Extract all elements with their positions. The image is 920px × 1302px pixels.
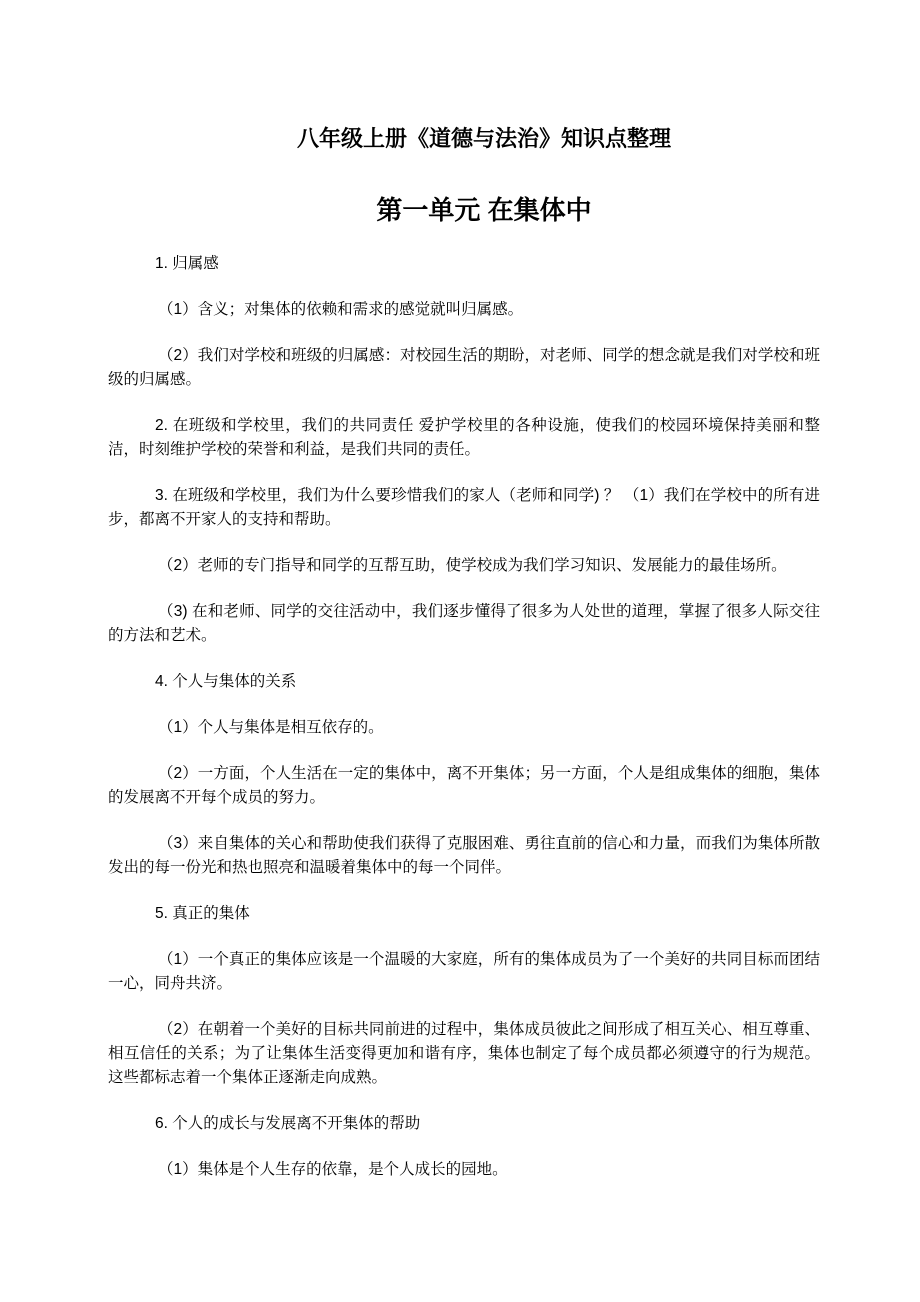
paragraph: （1）个人与集体是相互依存的。 [158, 719, 384, 736]
paragraph: （2）老师的专门指导和同学的互帮互助，使学校成为我们学习知识、发展能力的最佳场所。 [158, 557, 787, 574]
paragraph: （1）集体是个人生存的依靠，是个人成长的园地。 [158, 1161, 508, 1178]
document-body [108, 252, 820, 1204]
paragraph: （3) 在和老师、同学的交往活动中，我们逐步懂得了很多为人处世的道理，掌握了很多人际交往的方法和艺术。 [108, 603, 820, 644]
section-heading: 5. 真正的集体 [155, 905, 250, 922]
section-heading: 4. 个人与集体的关系 [155, 673, 297, 690]
paragraph: （3）来自集体的关心和帮助使我们获得了克服困难、勇往直前的信心和力量，而我们为集体所散发出的每一份光和热也照亮和温暖着集体中的每一个同伴。 [108, 835, 820, 876]
section-heading: 1. 归属感 [155, 255, 219, 272]
paragraph: （1）一个真正的集体应该是一个温暖的大家庭，所有的集体成员为了一个美好的共同目标而团结一心，同舟共济。 [108, 951, 820, 992]
paragraph: （2）一方面，个人生活在一定的集体中，离不开集体；另一方面，个人是组成集体的细胞，集体的发展离不开每个成员的努力。 [108, 765, 820, 806]
paragraph: （2）我们对学校和班级的归属感：对校园生活的期盼，对老师、同学的想念就是我们对学校和班级的归属感。 [108, 347, 820, 388]
document-title: 八年级上册《道德与法治》知识点整理 [296, 126, 671, 151]
section-heading: 2. 在班级和学校里，我们的共同责任 爱护学校里的各种设施，使我们的校园环境保持美丽和整洁，时刻维护学校的荣誉和利益，是我们共同的责任。 [108, 417, 820, 458]
unit-title: 第一单元 在集体中 [376, 195, 592, 225]
paragraph: （1）含义；对集体的依赖和需求的感觉就叫归属感。 [158, 301, 524, 318]
paragraph: （2）在朝着一个美好的目标共同前进的过程中，集体成员彼此之间形成了相互关心、相互尊重、相互信任的关系；为了让集体生活变得更加和谐有序，集体也制定了每个成员都必须遵守的行为规范。这些都标志着一个集体正逐渐走向成熟。 [108, 1021, 820, 1086]
section-heading: 3. 在班级和学校里，我们为什么要珍惜我们的家人（老师和同学) ？ （1）我们在学校中的所有进步，都离不开家人的支持和帮助。 [108, 487, 820, 528]
section-heading: 6. 个人的成长与发展离不开集体的帮助 [155, 1115, 421, 1132]
